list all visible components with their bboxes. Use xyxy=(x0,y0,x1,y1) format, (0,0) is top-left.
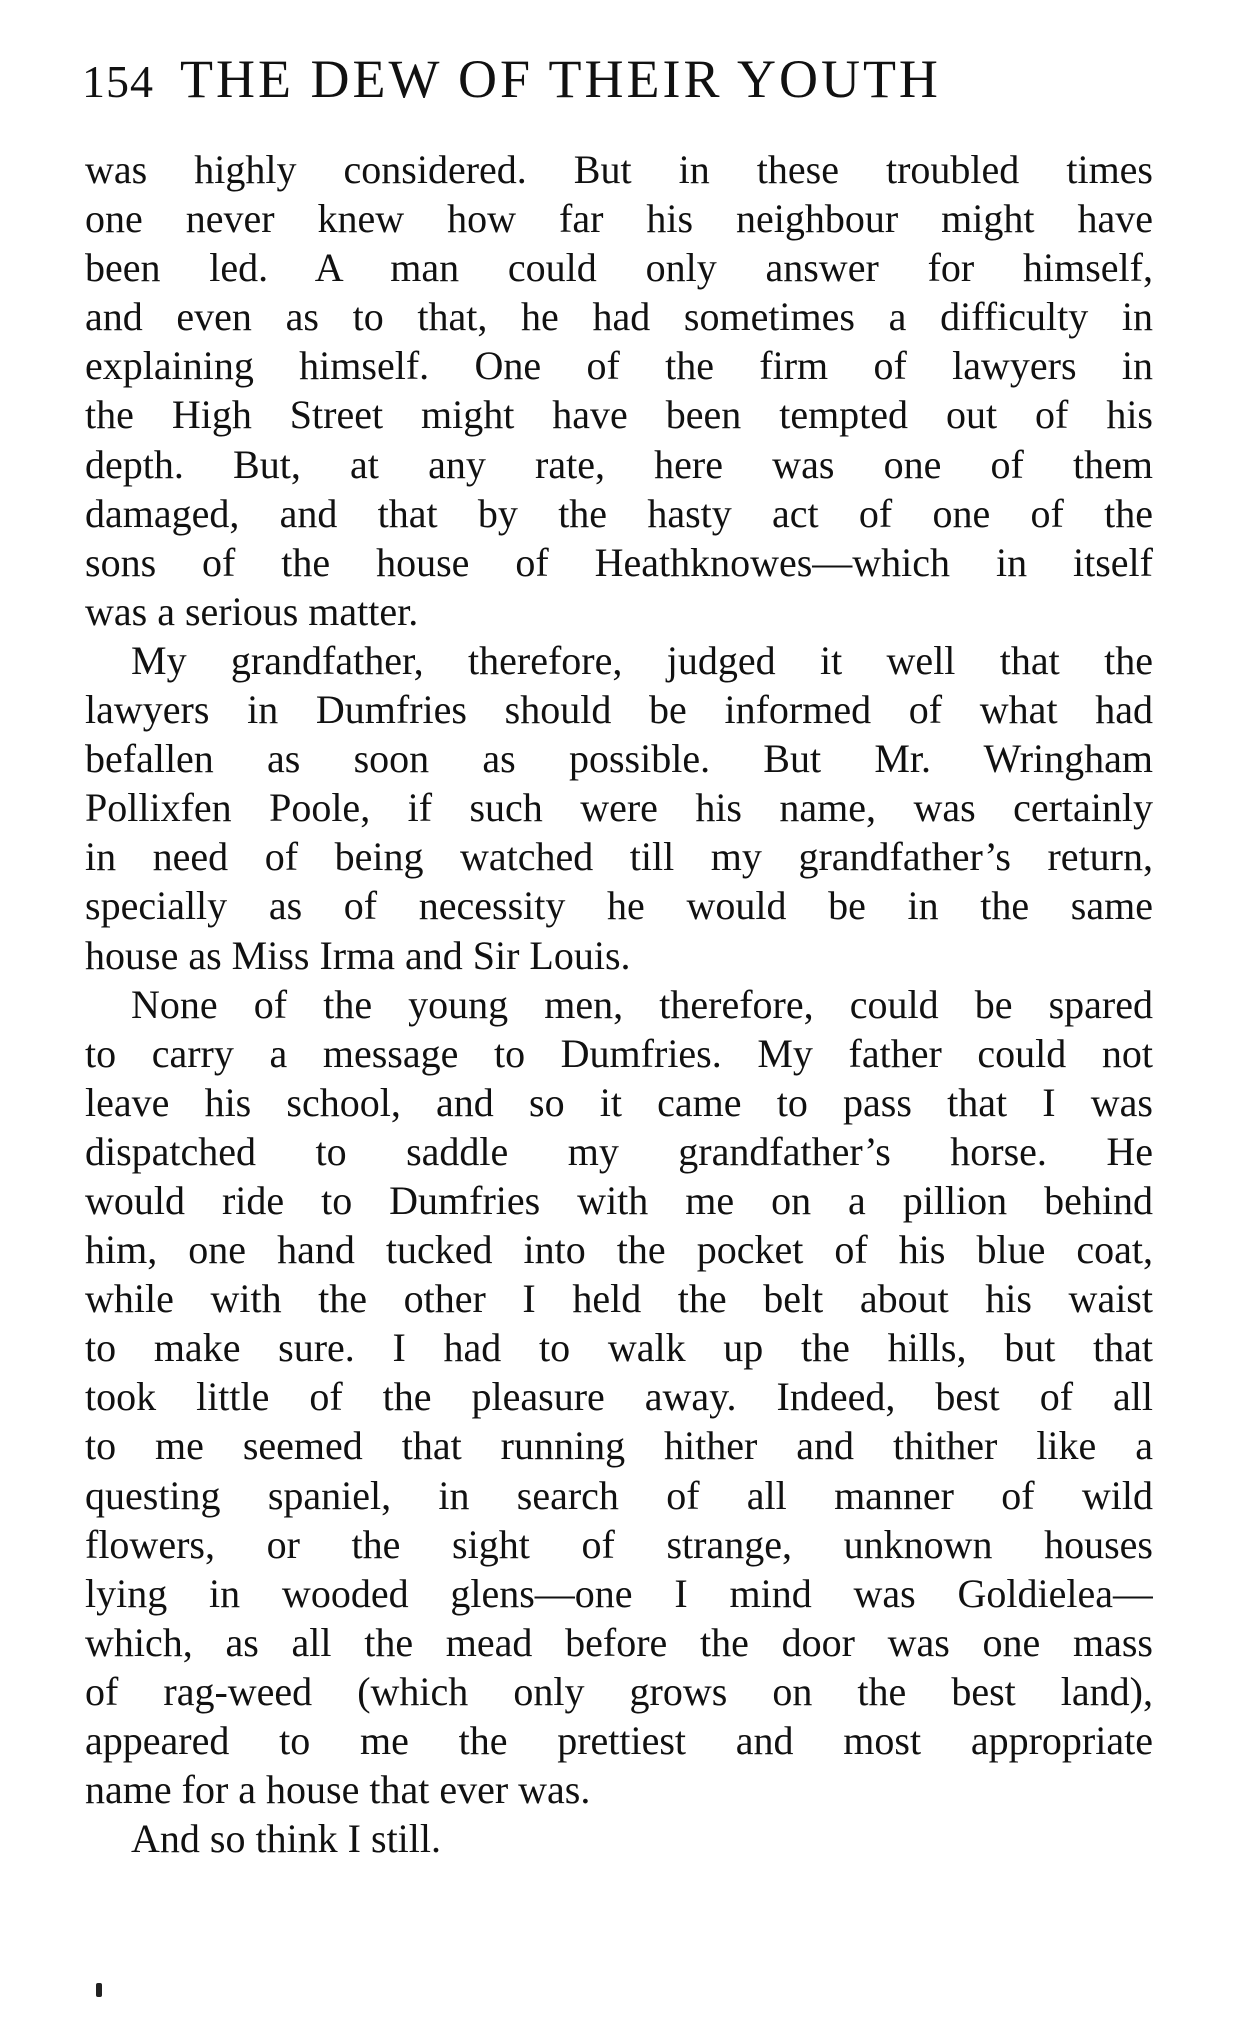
text-line: to carry a message to Dumfries. My father could not xyxy=(85,1030,1153,1076)
text-line: one never knew how far his neighbour might have xyxy=(85,196,1153,242)
ink-speck xyxy=(96,1983,102,1997)
text-line: sons of the house of Heathknowes—which in itself xyxy=(85,539,1153,585)
text-line: of rag-weed (which only grows on the best land), xyxy=(85,1668,1153,1714)
text-line: appeared to me the prettiest and most appropriate xyxy=(85,1718,1153,1763)
text-line: was highly considered. But in these troubled times xyxy=(85,147,1153,192)
text-line: specially as of necessity he would be in the same xyxy=(85,883,1153,929)
text-line: him, one hand tucked into the pocket of his blue coat, xyxy=(85,1227,1153,1273)
text-line: And so think I still. xyxy=(131,1816,442,1862)
text-line: depth. But, at any rate, here was one of them xyxy=(85,441,1153,487)
text-line: damaged, and that by the hasty act of one of the xyxy=(85,490,1153,536)
text-line: which, as all the mead before the door was one mass xyxy=(85,1619,1153,1665)
text-line: to me seemed that running hither and thither like a xyxy=(85,1423,1153,1469)
text-line: leave his school, and so it came to pass that I was xyxy=(85,1079,1153,1125)
text-line: to make sure. I had to walk up the hills, but that xyxy=(85,1325,1153,1371)
text-line: dispatched to saddle my grandfather’s horse. He xyxy=(85,1128,1153,1174)
body-text xyxy=(85,145,1153,1863)
text-line: befallen as soon as possible. But Mr. Wringham xyxy=(85,736,1153,782)
text-line: house as Miss Irma and Sir Louis. xyxy=(85,932,631,978)
text-line: and even as to that, he had sometimes a difficulty in xyxy=(85,294,1153,340)
text-line: was a serious matter. xyxy=(85,588,419,634)
text-line: My grandfather, therefore, judged it well that the xyxy=(131,637,1153,683)
text-line: name for a house that ever was. xyxy=(85,1767,591,1813)
running-head xyxy=(82,48,1142,118)
page-number: 154 xyxy=(82,56,154,107)
text-line: Pollixfen Poole, if such were his name, was certainly xyxy=(85,785,1153,831)
text-line: lawyers in Dumfries should be informed of what had xyxy=(85,687,1153,733)
text-line: been led. A man could only answer for himself, xyxy=(85,245,1153,291)
text-line: the High Street might have been tempted out of his xyxy=(85,392,1153,438)
running-title: THE DEW OF THEIR YOUTH xyxy=(180,49,941,109)
text-line: would ride to Dumfries with me on a pillion behind xyxy=(85,1177,1153,1223)
text-line: lying in wooded glens—one I mind was Goldielea— xyxy=(85,1570,1153,1616)
text-line: in need of being watched till my grandfather’s return, xyxy=(85,834,1153,880)
text-line: questing spaniel, in search of all manner of wild xyxy=(85,1472,1153,1518)
text-line: flowers, or the sight of strange, unknown houses xyxy=(85,1521,1153,1567)
text-line: explaining himself. One of the firm of lawyers in xyxy=(85,343,1153,389)
text-line: took little of the pleasure away. Indeed, best of all xyxy=(85,1374,1153,1420)
text-line: None of the young men, therefore, could be spared xyxy=(131,981,1153,1027)
text-line: while with the other I held the belt about his waist xyxy=(85,1276,1153,1322)
